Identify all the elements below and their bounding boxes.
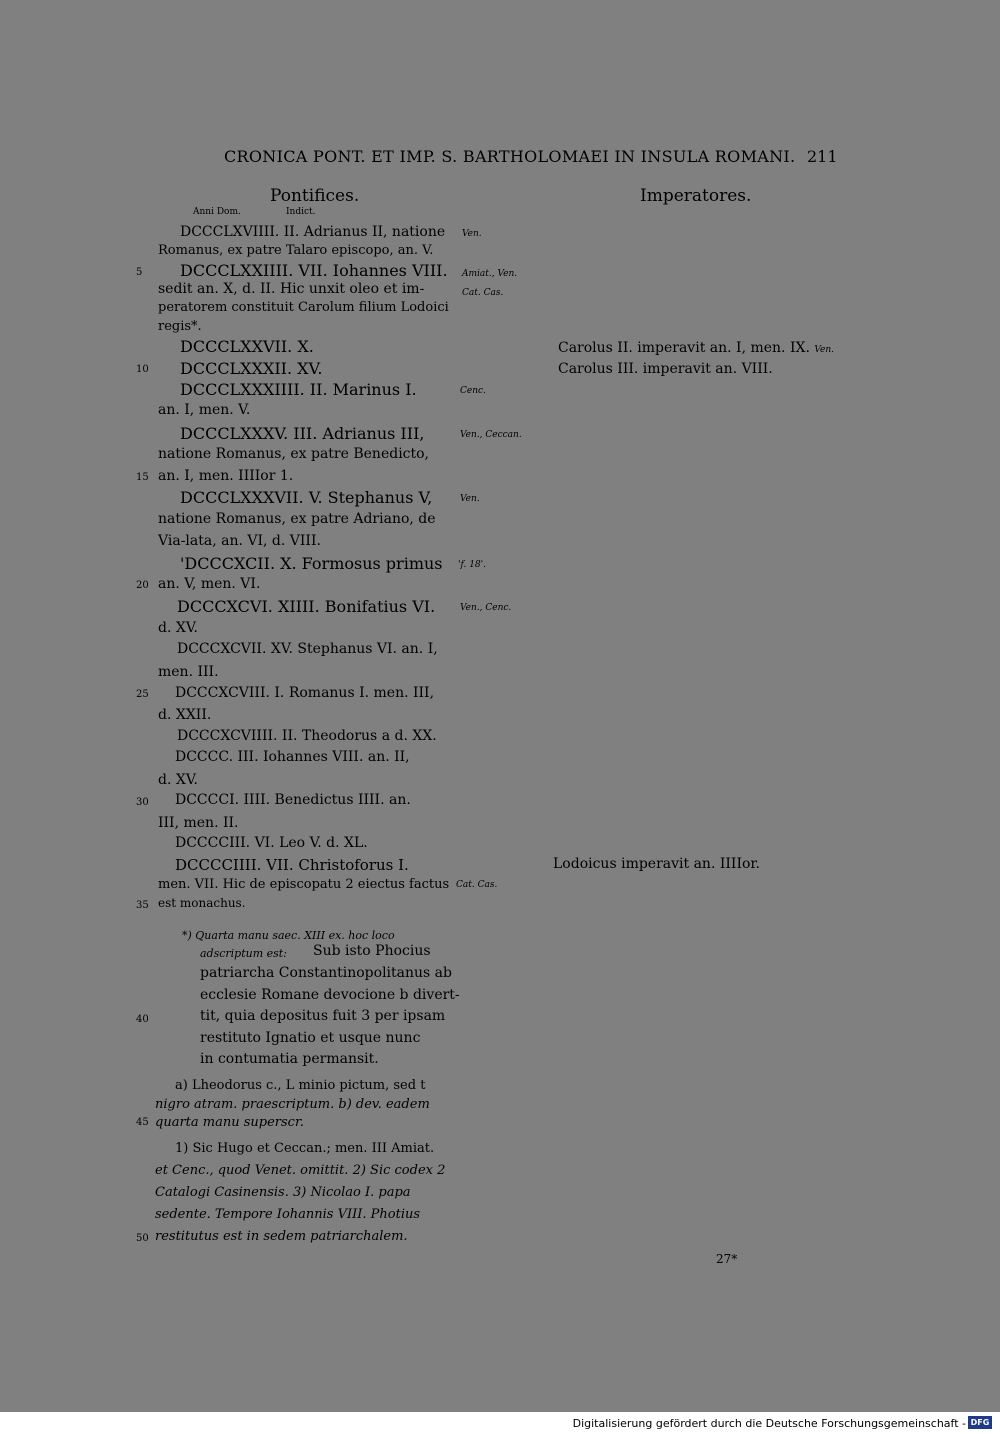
source-siglum: Ven. (814, 345, 835, 355)
pontifex-line: DCCCXCVIIII. II. Theodorus a d. XX. (177, 728, 437, 744)
line-number: 15 (136, 472, 149, 483)
line-number: 25 (136, 689, 149, 700)
pontifex-line: Romanus, ex patre Talaro episcopo, an. V. (158, 243, 434, 258)
pontifex-line: d. XXII. (158, 707, 212, 723)
pontifex-line: DCCCLXXXVII. V. Stephanus V, (180, 488, 433, 507)
note-line: ecclesie Romane devocione b divert- (200, 987, 460, 1003)
pontifex-line: DCCCC. III. Iohannes VIII. an. II, (175, 749, 410, 765)
pontifex-line: an. I, men. V. (158, 402, 251, 418)
note-line: tit, quia depositus fuit 3 per ipsam (200, 1008, 446, 1024)
note-line: patriarcha Constantinopolitanus ab (200, 965, 452, 981)
imperator-line (558, 340, 834, 356)
note-line: restituto Ignatio et usque nunc (200, 1030, 421, 1046)
pontifex-line: est monachus. (158, 896, 246, 910)
imperatores-heading: Imperatores. (640, 186, 752, 206)
note-intro: adscriptum est: (200, 947, 287, 960)
pontifex-line: 'DCCCXCII. X. Formosus primus (180, 554, 443, 573)
source-siglum: Ven., Ceccan. (460, 430, 522, 440)
pontifex-line: regis*. (158, 319, 202, 334)
source-siglum: Ven. (460, 494, 480, 504)
pontifex-line: sedit an. X, d. II. Hic unxit oleo et im- (158, 281, 425, 297)
source-siglum: 'f. 18'. (458, 560, 486, 570)
digitization-credit: Digitalisierung gefördert durch die Deutsche Forschungsgemeinschaft - (572, 1417, 966, 1430)
pontifex-line: DCCCXCVI. XIIII. Bonifatius VI. (177, 597, 436, 616)
pontifices-heading: Pontifices. (270, 186, 360, 206)
pontifex-line: an. V, men. VI. (158, 576, 261, 592)
pontifex-line: d. XV. (158, 772, 198, 788)
digitization-banner (0, 1412, 1000, 1434)
pontifex-line: DCCCXCVIII. I. Romanus I. men. III, (175, 685, 435, 701)
source-siglum: Ven., Cenc. (460, 603, 512, 613)
imperator-line: Lodoicus imperavit an. IIIIor. (553, 856, 761, 872)
indict-subheading: Indict. (286, 207, 316, 217)
line-number: 20 (136, 580, 149, 591)
source-siglum: Amiat., Ven. (462, 269, 518, 279)
line-number: 30 (136, 797, 149, 808)
footnote-line: restitutus est in sedem patriarchalem. (155, 1229, 408, 1244)
pontifex-line: DCCCLXXVII. X. (180, 337, 314, 356)
pontifex-line: natione Romanus, ex patre Adriano, de (158, 511, 436, 527)
source-siglum: Cenc. (460, 386, 486, 396)
pontifex-line: DCCCLXXXIIII. II. Marinus I. (180, 380, 417, 399)
note-line: Sub isto Phocius (313, 943, 431, 959)
pontifex-line: DCCCCIIII. VII. Christoforus I. (175, 856, 409, 874)
line-number: 5 (136, 267, 143, 278)
pontifex-line: natione Romanus, ex patre Benedicto, (158, 446, 430, 462)
note-line: in contumatia permansit. (200, 1051, 379, 1067)
imperator-line: Carolus III. imperavit an. VIII. (558, 361, 773, 377)
footnote-line: 1) Sic Hugo et Ceccan.; men. III Amiat. (175, 1141, 435, 1156)
pontifex-line: DCCCLXXXII. XV. (180, 359, 323, 378)
source-siglum: Ven. (462, 229, 482, 239)
pontifex-line: Via-lata, an. VI, d. VIII. (158, 533, 321, 549)
dfg-logo: DFG (968, 1416, 992, 1429)
imperator-text: Carolus II. imperavit an. I, men. IX. (558, 340, 810, 356)
pontifex-line: peratorem constituit Carolum filium Lodoici (158, 300, 449, 315)
line-number: 35 (136, 900, 149, 911)
line-number: 50 (136, 1233, 149, 1244)
running-title: CRONICA PONT. ET IMP. S. BARTHOLOMAEI IN INSULA ROMANI. (224, 147, 796, 166)
signature-mark: 27* (716, 1252, 738, 1266)
footnote-line: Catalogi Casinensis. 3) Nicolao I. papa (155, 1185, 411, 1200)
pontifex-line: men. VII. Hic de episcopatu 2 eiectus factus (158, 877, 450, 892)
source-siglum: Cat. Cas. (456, 880, 498, 890)
pontifex-line: DCCCXCVII. XV. Stephanus VI. an. I, (177, 641, 438, 657)
pontifex-line: DCCCLXXIIII. VII. Iohannes VIII. (180, 261, 448, 280)
variant-note: nigro atram. praescriptum. b) dev. eadem (155, 1097, 430, 1112)
line-number: 40 (136, 1014, 149, 1025)
anni-dom-subheading: Anni Dom. (193, 207, 241, 217)
pontifex-line: an. I, men. IIIIor 1. (158, 468, 294, 484)
pontifex-line: III, men. II. (158, 815, 239, 831)
page-number: 211 (807, 147, 838, 166)
variant-note: quarta manu superscr. (155, 1115, 304, 1130)
footnote-line: et Cenc., quod Venet. omittit. 2) Sic codex 2 (155, 1163, 446, 1178)
note-intro: *) Quarta manu saec. XIII ex. hoc loco (182, 929, 395, 942)
pontifex-line: men. III. (158, 664, 219, 680)
pontifex-line: DCCCLXXXV. III. Adrianus III, (180, 424, 425, 443)
pontifex-line: DCCCCI. IIII. Benedictus IIII. an. (175, 792, 411, 808)
pontifex-line: DCCCCIII. VI. Leo V. d. XL. (175, 835, 368, 851)
source-siglum: Cat. Cas. (462, 288, 504, 298)
pontifex-line: DCCCLXVIIII. II. Adrianus II, natione (180, 224, 446, 240)
footnote-line: sedente. Tempore Iohannis VIII. Photius (155, 1207, 421, 1222)
pontifex-line: d. XV. (158, 620, 198, 636)
variant-note: a) Lheodorus c., L minio pictum, sed t (175, 1078, 426, 1093)
line-number: 10 (136, 364, 149, 375)
line-number: 45 (136, 1117, 149, 1128)
